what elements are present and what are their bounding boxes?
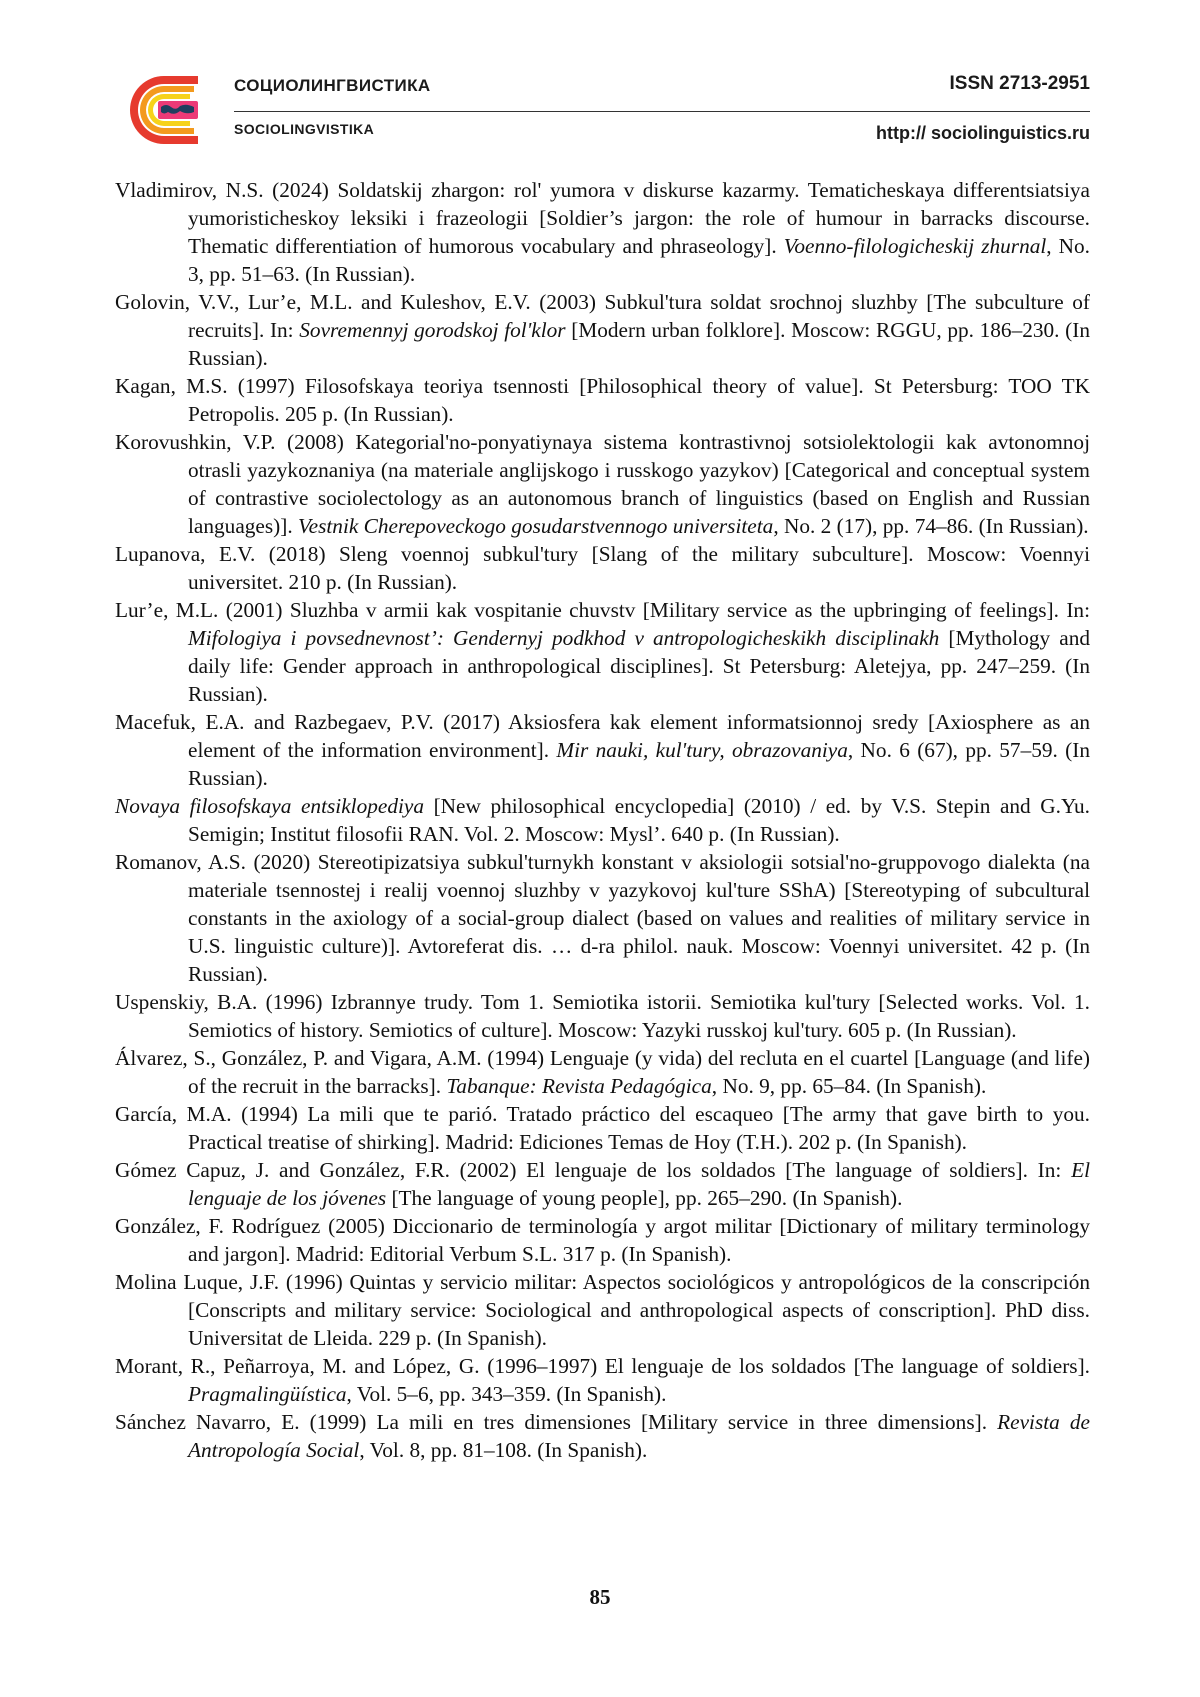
reference-entry xyxy=(115,428,1090,540)
reference-entry xyxy=(115,708,1090,792)
reference-source-title: Vestnik Cherepoveckogo gosudarstvennogo universiteta xyxy=(298,514,774,538)
reference-text: Golovin, V.V., Lur’e, M.L. and Kuleshov, E.V. (2003) Subkul'tura soldat srochnoj sluzhby [The subculture of recruits]. In: xyxy=(115,290,1090,342)
reference-text: Uspenskiy, B.A. (1996) Izbrannye trudy. Tom 1. Semiotika istorii. Semiotika kul'tury [Selected works. Vol. 1. Semiotics of history. Semiotics of culture]. Moscow: Yazyki russkoj kul'tury. 605 p. (In Russian). xyxy=(115,990,1090,1042)
reference-text: Molina Luque, J.F. (1996) Quintas y servicio militar: Aspectos sociológicos y antropológicos de la conscripción [Conscripts and military service: Sociological and anthropological aspects of conscription]. PhD diss. Universitat de Lleida. 229 p. (In Spanish). xyxy=(115,1270,1090,1350)
reference-text-tail: , No. 6 (67), pp. 57–59. (In Russian). xyxy=(188,738,1090,790)
reference-text-tail: , No. 2 (17), pp. 74–86. (In Russian). xyxy=(773,514,1089,538)
header-divider xyxy=(234,111,1090,112)
journal-url-link[interactable]: http:// sociolinguistics.ru xyxy=(875,123,1090,143)
reference-text: Macefuk, E.A. and Razbegaev, P.V. (2017) Aksiosfera kak element informatsionnoj sredy [Axiosphere as an element of the information environment]. xyxy=(115,710,1090,762)
reference-entry xyxy=(115,1100,1090,1156)
reference-entry xyxy=(115,1212,1090,1268)
reference-entry xyxy=(115,1044,1090,1100)
reference-text-tail: , No. 3, pp. 51–63. (In Russian). xyxy=(188,234,1090,286)
reference-text-tail: , No. 9, pp. 65–84. (In Spanish). xyxy=(711,1074,987,1098)
reference-text: Álvarez, S., González, P. and Vigara, A.M. (1994) Lenguaje (y vida) del recluta en el cuartel [Language (and life) of the recruit in the barracks]. xyxy=(115,1046,1090,1098)
reference-entry xyxy=(115,288,1090,372)
reference-entry xyxy=(115,540,1090,596)
journal-title-ru: СОЦИОЛИНГВИСТИКА xyxy=(234,76,431,95)
reference-text: Kagan, M.S. (1997) Filosofskaya teoriya tsennosti [Philosophical theory of value]. St Petersburg: TOO TK Petropolis. 205 p. (In Russian). xyxy=(115,374,1090,426)
reference-source-title: Mir nauki, kul'tury, obrazovaniya xyxy=(556,738,848,762)
page-header xyxy=(0,0,1200,150)
reference-text-tail: , Vol. 5–6, pp. 343–359. (In Spanish). xyxy=(346,1382,667,1406)
reference-source-title: Novaya filosofskaya entsiklopediya xyxy=(115,794,424,818)
reference-entry xyxy=(115,1408,1090,1464)
reference-text-tail: [New philosophical encyclopedia] (2010) / ed. by V.S. Stepin and G.Yu. Semigin; Institut filosofii RAN. Vol. 2. Moscow: Mysl’. 640 p. (In Russian). xyxy=(188,794,1090,846)
reference-text: Lur’e, M.L. (2001) Sluzhba v armii kak vospitanie chuvstv [Military service as the upbringing of feelings]. In: xyxy=(115,598,1090,622)
issn-label: ISSN 2713-2951 xyxy=(949,73,1090,94)
reference-text: Korovushkin, V.P. (2008) Kategorial'no-ponyatiynaya sistema kontrastivnoj sotsiolektologii kak avtonomnoj otrasli yazykoznaniya (na materiale anglijskogo i russkogo yazykov) [Categorical and conceptual system of contrastive sociolectology as an autonomous branch of linguistics (based on English and Russian languages)]. xyxy=(115,430,1090,538)
reference-entry xyxy=(115,372,1090,428)
reference-entry xyxy=(115,988,1090,1044)
reference-text: Romanov, A.S. (2020) Stereotipizatsiya subkul'turnykh konstant v aksiologii sotsial'no-gruppovogo dialekta (na materiale tsennostej i realij voennoj sluzhby v yazykovoj kul'ture SShA) [Stereotyping of subcultural constants in the axiology of a social-group dialect (based on values and realities of military service in U.S. linguistic culture)]. Avtoreferat dis. … d-ra philol. nauk. Moscow: Voennyi universitet. 42 p. (In Russian). xyxy=(115,850,1090,986)
reference-source-title: El lenguaje de los jóvenes xyxy=(188,1158,1090,1210)
reference-entry xyxy=(115,1156,1090,1212)
reference-text-tail: [Mythology and daily life: Gender approach in anthropological disciplines]. St Petersburg: Aletejya, pp. 247–259. (In Russian). xyxy=(188,626,1091,706)
reference-text: Gómez Capuz, J. and González, F.R. (2002) El lenguaje de los soldados [The language of soldiers]. In: xyxy=(115,1158,1072,1182)
page-number: 85 xyxy=(589,1585,611,1609)
reference-entry xyxy=(115,596,1090,708)
reference-entry xyxy=(115,1352,1090,1408)
reference-entry xyxy=(115,1268,1090,1352)
reference-entry xyxy=(115,176,1090,288)
journal-logo-icon xyxy=(114,74,214,146)
reference-text: González, F. Rodríguez (2005) Diccionario de terminología y argot militar [Dictionary of military terminology and jargon]. Madrid: Editorial Verbum S.L. 317 p. (In Spanish). xyxy=(115,1214,1090,1266)
reference-entry xyxy=(115,792,1090,848)
reference-source-title: Revista de Antropología Social xyxy=(188,1410,1090,1462)
reference-text: Lupanova, E.V. (2018) Sleng voennoj subkul'tury [Slang of the military subculture]. Moscow: Voennyi universitet. 210 p. (In Russian). xyxy=(115,542,1090,594)
reference-source-title: Sovremennyj gorodskoj fol'klor xyxy=(299,318,566,342)
reference-text: Vladimirov, N.S. (2024) Soldatskij zhargon: rol' yumora v diskurse kazarmy. Tematicheskaya differentsiatsiya yumoristicheskoy leksiki i frazeologii [Soldier’s jargon: the role of humour in barracks discourse. Thematic differentiation of humorous vocabulary and phraseology]. xyxy=(115,178,1090,258)
reference-entry xyxy=(115,848,1090,988)
reference-text-tail: [Modern urban folklore]. Moscow: RGGU, pp. 186–230. (In Russian). xyxy=(188,318,1090,370)
reference-source-title: Voenno-filologicheskij zhurnal xyxy=(783,234,1047,258)
reference-list xyxy=(115,176,1090,1464)
journal-title-en: SOCIOLINGVISTIKA xyxy=(234,121,375,137)
reference-text: García, M.A. (1994) La mili que te parió. Tratado práctico del escaqueo [The army that gave birth to you. Practical treatise of shirking]. Madrid: Ediciones Temas de Hoy (T.H.). 202 p. (In Spanish). xyxy=(115,1102,1090,1154)
reference-source-title: Pragmalingüística xyxy=(188,1382,347,1406)
reference-text: Morant, R., Peñarroya, M. and López, G. (1996–1997) El lenguaje de los soldados [The language of soldiers]. xyxy=(115,1354,1090,1378)
reference-text: Sánchez Navarro, E. (1999) La mili en tres dimensiones [Military service in three dimensions]. xyxy=(115,1410,998,1434)
reference-source-title: Tabanque: Revista Pedagógica xyxy=(446,1074,712,1098)
reference-source-title: Mifologiya i povsednevnost’: Gendernyj podkhod v antropologicheskikh disciplinakh xyxy=(188,626,940,650)
reference-text-tail: , Vol. 8, pp. 81–108. (In Spanish). xyxy=(359,1438,648,1462)
reference-text-tail: [The language of young people], pp. 265–290. (In Spanish). xyxy=(386,1186,903,1210)
